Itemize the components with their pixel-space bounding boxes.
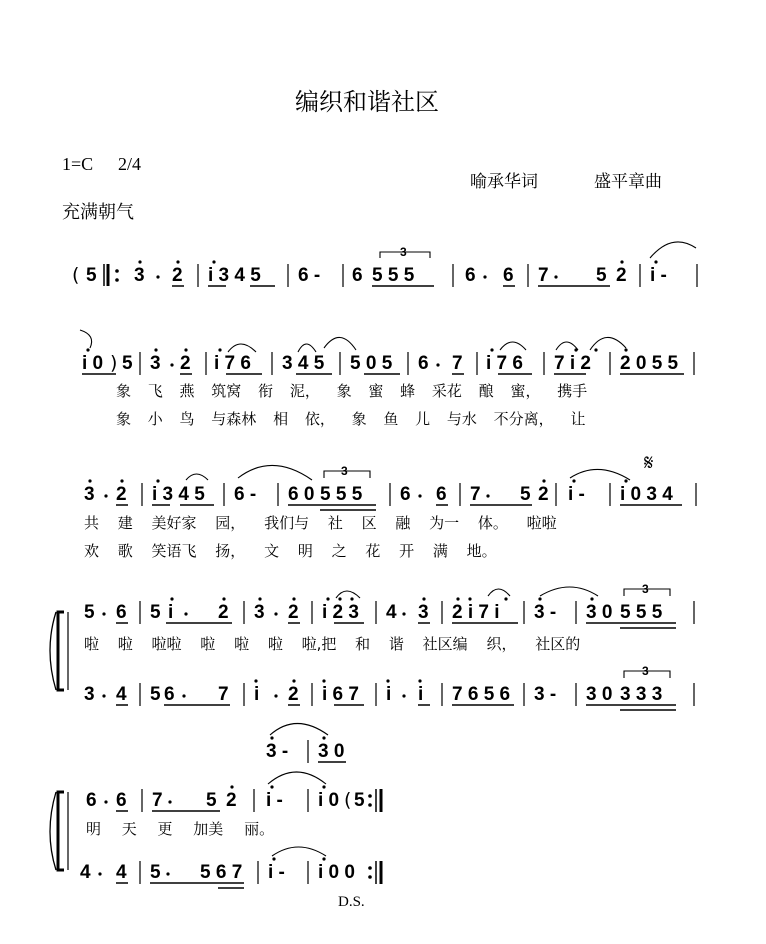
time-signature: 2/4 (118, 154, 142, 174)
svg-text:3: 3 (84, 684, 95, 705)
svg-text:6: 6 (116, 602, 127, 623)
svg-text:3 -: 3 - (534, 684, 557, 705)
verse-1-lyrics-a: 象 飞 燕 筑窝 衔 泥， 象 蜜 蜂 采花 酿 蜜， 携手 (116, 382, 588, 400)
system-2 (80, 330, 694, 375)
svg-text:6: 6 (465, 265, 476, 286)
svg-text:4: 4 (116, 862, 127, 883)
svg-text:i 0: i 0 (82, 353, 104, 374)
svg-text:3 0: 3 0 (318, 741, 345, 762)
svg-text:3 -: 3 - (266, 741, 289, 762)
svg-text:2 i 7 i: 2 i 7 i (452, 602, 500, 623)
svg-text:i: i (254, 684, 260, 705)
svg-text:7: 7 (218, 684, 229, 705)
svg-text:3: 3 (84, 484, 95, 505)
tempo-marking: 充满朝气 (62, 202, 134, 223)
verse-2-lyrics-b: 欢 歌 笑语飞 扬， 文 明 之 花 开 满 地。 (84, 542, 497, 560)
svg-text:2: 2 (172, 265, 183, 286)
svg-text:6: 6 (418, 353, 429, 374)
verse-2-lyrics-a: 象 小 鸟 与森林 相 依， 象 鱼 儿 与水 不分离， 让 (116, 410, 586, 428)
svg-text:5 5 5: 5 5 5 (372, 265, 415, 286)
svg-text:i -: i - (268, 862, 285, 883)
svg-text:2: 2 (288, 602, 299, 623)
svg-text:6 0: 6 0 (288, 484, 315, 505)
system-1 (72, 242, 697, 287)
svg-text:6: 6 (116, 790, 127, 811)
svg-text:4: 4 (386, 602, 397, 623)
composer-credit: 盛平章曲 (594, 172, 662, 192)
svg-text:(: ( (72, 264, 80, 286)
svg-text:5 0 5: 5 0 5 (350, 353, 393, 374)
svg-text:2: 2 (180, 353, 191, 374)
svg-text:6: 6 (86, 790, 97, 811)
svg-text:i 2 3: i 2 3 (322, 602, 359, 623)
svg-text:3 4 5: 3 4 5 (282, 353, 325, 374)
svg-text:3: 3 (254, 602, 265, 623)
svg-text:7: 7 (470, 484, 481, 505)
svg-text:4: 4 (116, 684, 127, 705)
svg-text:i: i (168, 602, 174, 623)
svg-text:3: 3 (150, 353, 161, 374)
svg-text:i 3 4 5: i 3 4 5 (152, 484, 205, 505)
refrain-lyrics: 啦 啦 啦啦 啦 啦 啦 啦,把 和 谐 社区编 织， 社区的 (84, 635, 581, 653)
verse-1-lyrics-b: 共 建 美好家 园， 我们与 社 区 融 为一 体。 啦啦 (84, 514, 557, 532)
lyricist-credit: 喻承华词 (470, 172, 538, 192)
svg-text:i: i (386, 684, 392, 705)
song-title: 编织和谐社区 (295, 88, 439, 116)
svg-text:4: 4 (80, 862, 91, 883)
svg-text:7: 7 (152, 790, 163, 811)
svg-text:6: 6 (503, 265, 514, 286)
svg-text:i: i (418, 684, 424, 705)
svg-text:): ) (110, 352, 118, 374)
ending-lyrics: 明 天 更 加美 丽。 (86, 820, 275, 838)
svg-text:3 -: 3 - (534, 602, 557, 623)
system-3 (84, 451, 696, 510)
svg-text:2: 2 (116, 484, 127, 505)
svg-text:3 3 3: 3 3 3 (620, 684, 663, 705)
triplet-mark: 3 (642, 582, 649, 596)
svg-text:7: 7 (452, 353, 463, 374)
svg-text:6: 6 (352, 265, 363, 286)
svg-text:5: 5 (354, 790, 365, 811)
svg-text:i 0 3 4: i 0 3 4 (620, 484, 673, 505)
svg-text:i -: i - (650, 265, 667, 286)
dal-segno-marking: D.S. (338, 894, 365, 910)
svg-text:2: 2 (616, 265, 627, 286)
svg-text:i 0 0: i 0 0 (318, 862, 355, 883)
svg-text:6: 6 (164, 684, 175, 705)
svg-text:2 0 5 5: 2 0 5 5 (620, 353, 679, 374)
svg-text:3: 3 (134, 265, 145, 286)
svg-text:(: ( (344, 789, 352, 811)
svg-text:3: 3 (418, 602, 429, 623)
svg-text:i 7 6: i 7 6 (214, 353, 251, 374)
svg-text:2: 2 (226, 790, 237, 811)
svg-text:5: 5 (150, 862, 161, 883)
svg-text:5 5 5: 5 5 5 (620, 602, 663, 623)
svg-text:3 0: 3 0 (586, 684, 613, 705)
svg-text:5: 5 (596, 265, 607, 286)
triplet-mark: 3 (400, 245, 407, 259)
svg-text:i 0: i 0 (318, 790, 340, 811)
svg-text:2: 2 (288, 684, 299, 705)
segno-sign: 𝄋 (644, 451, 654, 476)
key-signature: 1=C (62, 154, 94, 174)
svg-text:3 0: 3 0 (586, 602, 613, 623)
svg-text:2: 2 (538, 484, 549, 505)
meta-line (62, 154, 141, 174)
system-4 (50, 582, 694, 763)
svg-text:i -: i - (568, 484, 585, 505)
svg-text:5 6 7: 5 6 7 (200, 862, 243, 883)
svg-text:5 5 5: 5 5 5 (320, 484, 363, 505)
svg-text:i -: i - (266, 790, 283, 811)
svg-text:5: 5 (206, 790, 217, 811)
svg-text:6 -: 6 - (234, 484, 257, 505)
svg-text:i 7 6: i 7 6 (486, 353, 523, 374)
svg-text:5: 5 (122, 353, 133, 374)
svg-text:5: 5 (520, 484, 531, 505)
svg-text:i 3 4 5: i 3 4 5 (208, 265, 261, 286)
svg-text:5: 5 (150, 602, 161, 623)
svg-text:7 i 2: 7 i 2 (554, 353, 591, 374)
svg-text:6: 6 (400, 484, 411, 505)
svg-text:5: 5 (84, 602, 95, 623)
triplet-mark: 3 (642, 664, 649, 678)
svg-text:5: 5 (150, 684, 161, 705)
svg-text:2: 2 (218, 602, 229, 623)
svg-text:6: 6 (436, 484, 447, 505)
svg-text:6 -: 6 - (298, 265, 321, 286)
svg-text:5: 5 (86, 265, 97, 286)
svg-text:i 6 7: i 6 7 (322, 684, 359, 705)
svg-text:7: 7 (538, 265, 549, 286)
svg-text:7 6 5 6: 7 6 5 6 (452, 684, 511, 705)
triplet-mark: 3 (341, 464, 348, 478)
